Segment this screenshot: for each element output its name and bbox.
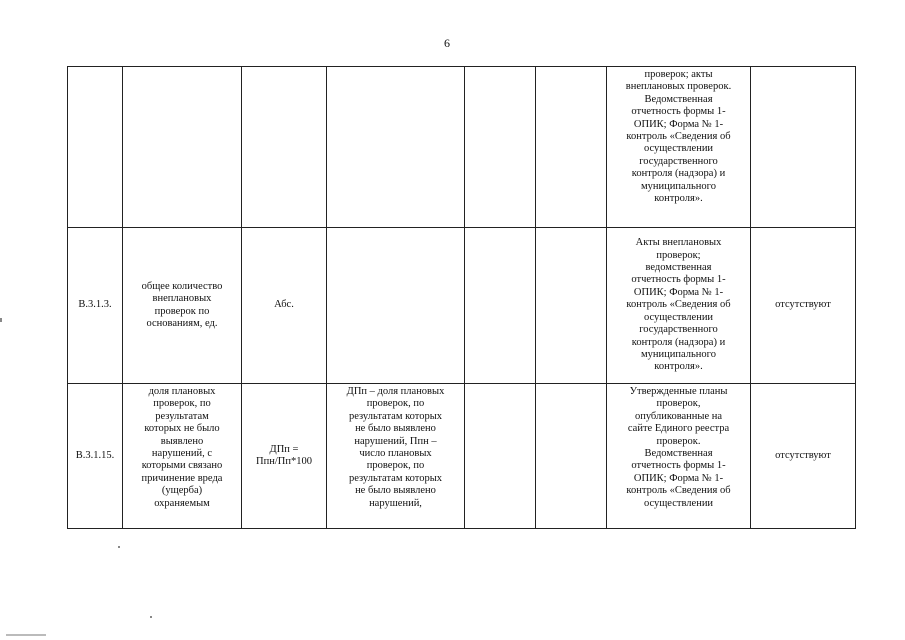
cell-formula-desc xyxy=(327,228,465,384)
cell-unit: Абс. xyxy=(242,228,327,384)
cell-note: отсутствуют xyxy=(751,384,856,529)
table-row xyxy=(68,228,856,384)
cell-empty xyxy=(536,384,607,529)
cell-name: доля плановых проверок, по результатам которых не было выявлено нарушений, с которыми связано причинение вреда (ущерба) охраняемым xyxy=(123,384,242,529)
cell-name: общее количество внеплановых проверок по основаниям, ед. xyxy=(123,228,242,384)
cell-formula-desc xyxy=(327,67,465,228)
scan-mark xyxy=(6,634,46,636)
cell-source: Утвержденные планы проверок, опубликованные на сайте Единого реестра проверок. Ведомственная отчетность формы 1- ОПИК; Форма № 1- контроль «Сведения об осуществлении xyxy=(607,384,751,529)
cell-empty xyxy=(465,384,536,529)
cell-name xyxy=(123,67,242,228)
table-row xyxy=(68,67,856,228)
cell-empty xyxy=(465,228,536,384)
cell-empty xyxy=(536,228,607,384)
indicator-table xyxy=(67,66,856,529)
cell-code xyxy=(68,67,123,228)
table-row xyxy=(68,384,856,529)
cell-unit: ДПп = Ппн/Пп*100 xyxy=(242,384,327,529)
scan-mark xyxy=(150,616,152,618)
scan-mark xyxy=(118,546,120,548)
cell-empty xyxy=(465,67,536,228)
cell-formula-desc: ДПп – доля плановых проверок, по результатам которых не было выявлено нарушений, Ппн – число плановых проверок, по результатам которых не было выявлено нарушений, xyxy=(327,384,465,529)
cell-note: отсутствуют xyxy=(751,228,856,384)
cell-code: В.3.1.3. xyxy=(68,228,123,384)
cell-code: В.3.1.15. xyxy=(68,384,123,529)
cell-empty xyxy=(536,67,607,228)
cell-source: проверок; акты внеплановых проверок. Ведомственная отчетность формы 1- ОПИК; Форма № 1- контроль «Сведения об осуществлении государственного контроля (надзора) и муниципального контроля». xyxy=(607,67,751,228)
scan-mark xyxy=(0,318,2,322)
cell-note xyxy=(751,67,856,228)
page-number: 6 xyxy=(444,36,450,50)
cell-source: Акты внеплановых проверок; ведомственная отчетность формы 1- ОПИК; Форма № 1- контроль «Сведения об осуществлении государственного контроля (надзора) и муниципального контроля». xyxy=(607,228,751,384)
cell-unit xyxy=(242,67,327,228)
